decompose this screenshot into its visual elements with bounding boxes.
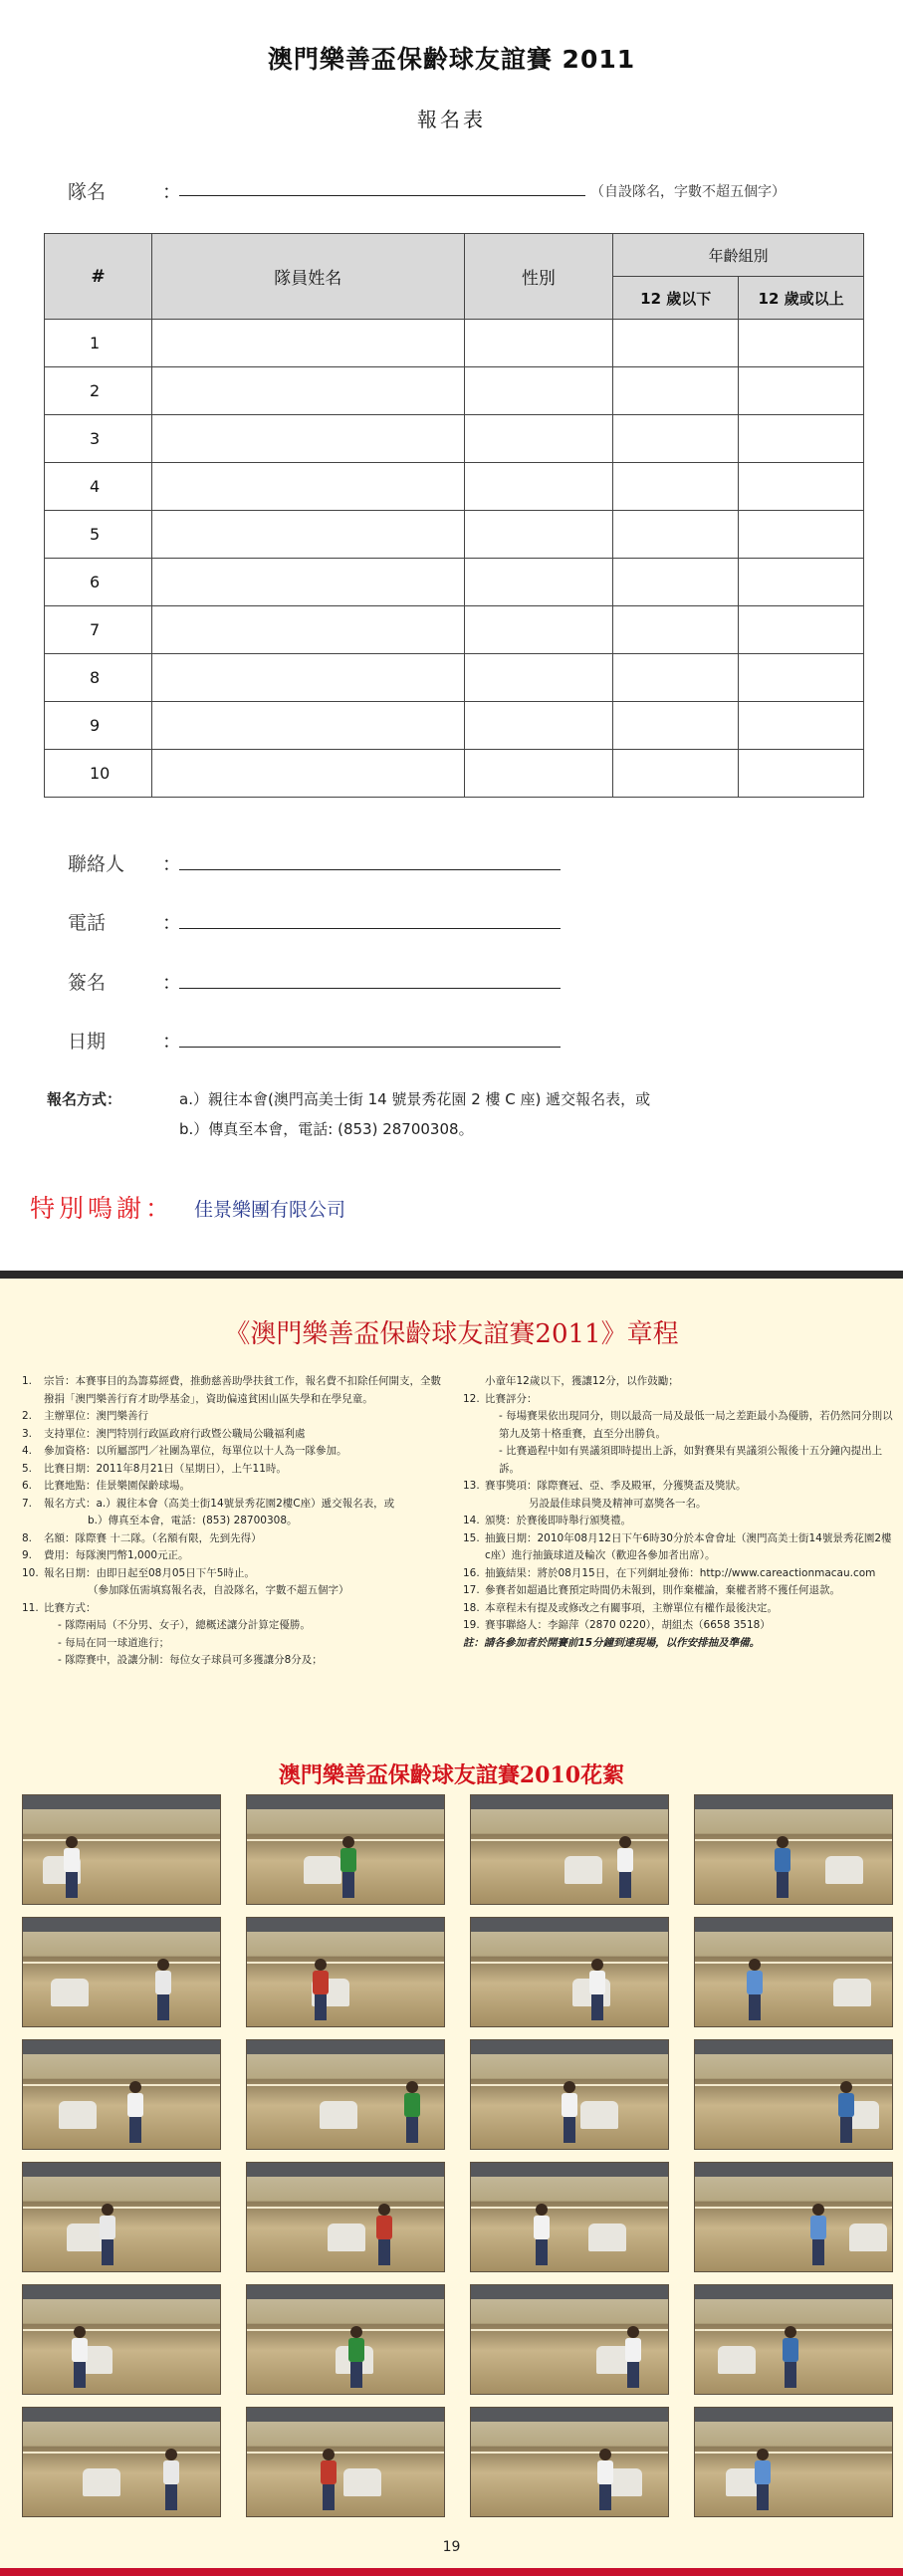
age-12-over-cell[interactable] <box>739 367 864 415</box>
roster-row <box>45 702 864 750</box>
rule-item-cont: b.）傳真至本會，電話：(853) 28700308。 <box>88 1515 298 1526</box>
roster-row <box>45 559 864 606</box>
rule-item: 1. 宗旨：本賽事目的為籌募經費，推動慈善助學扶貧工作，報名費不扣除任何開支，全數撥捐「澳門樂善行育才助學基金」，資助偏遠貧困山區失學和在學兒童。 <box>22 1375 441 1405</box>
gender-cell[interactable] <box>464 606 613 654</box>
signature-row <box>68 968 585 998</box>
header-age-under-12: 12 歲以下 <box>613 277 739 320</box>
member-name-cell[interactable] <box>151 463 464 511</box>
gender-cell[interactable] <box>464 320 613 367</box>
rule-item: 2. 主辦單位：澳門樂善行 <box>22 1410 148 1422</box>
rule-item: 19. 賽事聯絡人：李錦萍（2870 0220），胡組杰（6658 3518） <box>463 1619 771 1631</box>
signature-field[interactable] <box>179 988 561 989</box>
age-under-12-cell[interactable] <box>613 702 739 750</box>
registration-method-label: 報名方式： <box>47 1090 122 1108</box>
phone-label: 電話 <box>68 912 107 934</box>
form-subtitle: 報名表 <box>417 108 486 131</box>
event-photo <box>694 1794 893 1905</box>
bottom-color-bar <box>0 2568 903 2576</box>
gender-cell[interactable] <box>464 654 613 702</box>
contact-person-field[interactable] <box>179 869 561 870</box>
rules-left-column <box>22 1373 450 1670</box>
event-photo <box>246 2039 445 2150</box>
form-title: 澳門樂善盃保齡球友誼賽 2011 <box>267 45 636 74</box>
rule-item: 8. 名額：隊際賽 十二隊。（名額有限，先到先得） <box>22 1531 262 1544</box>
phone-field[interactable] <box>179 928 561 929</box>
rule-item: 18. 本章程未有提及或修改之有關事項，主辦單位有權作最後決定。 <box>463 1601 778 1614</box>
event-photo <box>246 1794 445 1905</box>
sponsor-name: 佳景樂團有限公司 <box>194 1199 346 1221</box>
gender-cell[interactable] <box>464 750 613 798</box>
member-name-cell[interactable] <box>151 559 464 606</box>
rule-subitem: - 隊際兩局（不分男、女子），總概述讓分計算定優勝。 <box>58 1619 311 1631</box>
event-photo <box>22 1794 221 1905</box>
date-label: 日期 <box>68 1031 107 1053</box>
rule-item: 9. 費用：每隊澳門幣1,000元正。 <box>22 1549 189 1561</box>
member-name-cell[interactable] <box>151 606 464 654</box>
age-under-12-cell[interactable] <box>613 559 739 606</box>
age-under-12-cell[interactable] <box>613 750 739 798</box>
team-name-row <box>68 175 854 205</box>
row-number: 6 <box>45 559 152 606</box>
colon: ： <box>162 912 182 934</box>
rule-subitem: - 每場賽果依出現同分，則以最高一局及最低一局之差距最小為優勝，若仍然同分則以第九及第十格重賽，直至分出勝負。 <box>499 1410 893 1440</box>
registration-form-page <box>0 0 903 1271</box>
gender-cell[interactable] <box>464 702 613 750</box>
registration-method-a: a.）親往本會(澳門高美士街 14 號景秀花園 2 樓 C 座) 遞交報名表，或 <box>179 1090 651 1108</box>
row-number: 4 <box>45 463 152 511</box>
rule-item: 7. 報名方式：a.）親往本會（高美士街14號景秀花園2樓C座）遞交報名表，或 <box>22 1497 395 1510</box>
age-under-12-cell[interactable] <box>613 463 739 511</box>
member-name-cell[interactable] <box>151 654 464 702</box>
gender-cell[interactable] <box>464 463 613 511</box>
rules-right-column <box>463 1373 893 1652</box>
event-photo <box>694 2407 893 2517</box>
age-12-over-cell[interactable] <box>739 750 864 798</box>
event-photo <box>694 2162 893 2272</box>
roster-row <box>45 367 864 415</box>
age-12-over-cell[interactable] <box>739 702 864 750</box>
event-photo <box>22 2039 221 2150</box>
event-photo <box>22 1917 221 2027</box>
colon: ： <box>162 853 182 875</box>
team-name-label: 隊名 <box>68 181 107 203</box>
colon: ： <box>162 181 182 203</box>
row-number: 5 <box>45 511 152 559</box>
date-field[interactable] <box>179 1047 561 1048</box>
rule-item: 16. 抽籤結果：將於08月15日，在下列網址發佈：http://www.careactionmacau.com <box>463 1566 876 1579</box>
age-12-over-cell[interactable] <box>739 463 864 511</box>
gender-cell[interactable] <box>464 415 613 463</box>
event-photo <box>246 2407 445 2517</box>
gender-cell[interactable] <box>464 511 613 559</box>
member-name-cell[interactable] <box>151 320 464 367</box>
rule-item: 3. 支持單位：澳門特別行政區政府行政暨公職局公職福利處 <box>22 1427 306 1440</box>
contact-person-row <box>68 849 585 879</box>
rule-subitem: - 每局在同一球道進行； <box>58 1636 170 1649</box>
event-photo <box>22 2162 221 2272</box>
event-photo <box>22 2284 221 2395</box>
rule-item-cont: （參加隊伍需填寫報名表，自設隊名，字數不超五個字） <box>88 1584 349 1596</box>
header-gender: 性別 <box>464 234 613 320</box>
registration-method-b: b.）傳真至本會，電話: (853) 28700308。 <box>179 1120 474 1138</box>
gender-cell[interactable] <box>464 559 613 606</box>
event-photo <box>246 2162 445 2272</box>
header-number: # <box>45 234 152 320</box>
phone-row <box>68 908 585 938</box>
member-name-cell[interactable] <box>151 702 464 750</box>
member-name-cell[interactable] <box>151 511 464 559</box>
page-divider <box>0 1271 903 1279</box>
age-under-12-cell[interactable] <box>613 511 739 559</box>
event-photo <box>470 2407 669 2517</box>
rule-item-cont: 小童年12歲以下，獲讓12分，以作鼓勵； <box>485 1375 679 1387</box>
event-photo <box>694 2284 893 2395</box>
event-photo <box>694 1917 893 2027</box>
event-photo <box>246 1917 445 2027</box>
member-name-cell[interactable] <box>151 415 464 463</box>
rule-item: 10. 報名日期：由即日起至08月05日下午5時止。 <box>22 1566 255 1579</box>
colon: ： <box>162 1031 182 1053</box>
event-photo <box>694 2039 893 2150</box>
rule-item: 5. 比賽日期：2011年8月21日（星期日），上午11時。 <box>22 1462 287 1475</box>
roster-row <box>45 463 864 511</box>
rule-item: 4. 參加資格：以所屬部門／社團為單位，每單位以十人為一隊參加。 <box>22 1445 347 1457</box>
row-number: 1 <box>45 320 152 367</box>
row-number: 10 <box>45 750 152 798</box>
member-name-cell[interactable] <box>151 367 464 415</box>
roster-row <box>45 415 864 463</box>
roster-row <box>45 320 864 367</box>
roster-row <box>45 606 864 654</box>
rule-item: 12. 比賽評分： <box>463 1392 538 1405</box>
special-thanks-label: 特別鳴謝： <box>30 1194 175 1223</box>
event-photo <box>470 1794 669 1905</box>
rule-item: 6. 比賽地點：佳景樂園保齡球場。 <box>22 1480 190 1492</box>
age-12-over-cell[interactable] <box>739 415 864 463</box>
age-12-over-cell[interactable] <box>739 320 864 367</box>
age-12-over-cell[interactable] <box>739 559 864 606</box>
contact-person-label: 聯絡人 <box>68 853 125 875</box>
gender-cell[interactable] <box>464 367 613 415</box>
age-under-12-cell[interactable] <box>613 654 739 702</box>
rule-item: 17. 參賽者如超過比賽預定時間仍未報到，則作棄權論，棄權者將不獲任何退款。 <box>463 1584 840 1596</box>
roster-row <box>45 750 864 798</box>
age-12-over-cell[interactable] <box>739 654 864 702</box>
rule-item: 15. 抽籤日期：2010年08月12日下午6時30分於本會會址（澳門高美士街14號景秀花園2樓c座）進行抽籤球道及輪次（歡迎各參加者出席）。 <box>463 1531 892 1561</box>
rule-subitem: - 比賽過程中如有異議須即時提出上訴，如對賽果有異議須公報後十五分鐘內提出上訴。 <box>499 1445 883 1475</box>
age-under-12-cell[interactable] <box>613 415 739 463</box>
rules-title: 《澳門樂善盃保齡球友誼賽2011》章程 <box>224 1319 679 1349</box>
page-number: 19 <box>442 2539 461 2555</box>
rule-subitem: - 隊際賽中，設讓分制：每位女子球員可多獲讓分8分及； <box>58 1654 323 1666</box>
row-number: 8 <box>45 654 152 702</box>
event-photo <box>470 2162 669 2272</box>
roster-table <box>44 233 864 798</box>
roster-row <box>45 511 864 559</box>
signature-label: 簽名 <box>68 972 107 994</box>
rule-item: 11. 比賽方式： <box>22 1601 97 1614</box>
event-photo <box>470 2284 669 2395</box>
row-number: 7 <box>45 606 152 654</box>
header-age-group: 年齡組別 <box>613 234 864 277</box>
row-number: 3 <box>45 415 152 463</box>
date-row <box>68 1027 585 1056</box>
team-name-note: （自設隊名，字數不超五個字） <box>590 184 786 200</box>
event-photo <box>22 2407 221 2517</box>
header-member-name: 隊員姓名 <box>151 234 464 320</box>
team-name-field[interactable] <box>179 195 585 196</box>
event-photo <box>246 2284 445 2395</box>
age-under-12-cell[interactable] <box>613 606 739 654</box>
photo-grid <box>22 1794 888 2517</box>
age-under-12-cell[interactable] <box>613 367 739 415</box>
rule-item-cont: 另設最佳球員獎及精神可嘉獎各一名。 <box>529 1497 707 1510</box>
rule-item: 13. 賽事獎項：隊際賽冠、亞、季及殿軍，分獲獎盃及獎狀。 <box>463 1480 747 1492</box>
age-12-over-cell[interactable] <box>739 511 864 559</box>
rules-page <box>0 1279 903 2576</box>
age-12-over-cell[interactable] <box>739 606 864 654</box>
colon: ： <box>162 972 182 994</box>
event-photo <box>470 2039 669 2150</box>
member-name-cell[interactable] <box>151 750 464 798</box>
age-under-12-cell[interactable] <box>613 320 739 367</box>
row-number: 9 <box>45 702 152 750</box>
row-number: 2 <box>45 367 152 415</box>
photos-title: 澳門樂善盃保齡球友誼賽2010花絮 <box>278 1762 625 1788</box>
rule-item: 14. 頒獎：於賽後即時舉行頒獎禮。 <box>463 1515 631 1526</box>
event-photo <box>470 1917 669 2027</box>
header-age-12-over: 12 歲或以上 <box>739 277 864 320</box>
roster-row <box>45 654 864 702</box>
rules-note: 註：請各參加者於開賽前15分鐘到達現場，以作安排抽及準備。 <box>463 1636 761 1649</box>
